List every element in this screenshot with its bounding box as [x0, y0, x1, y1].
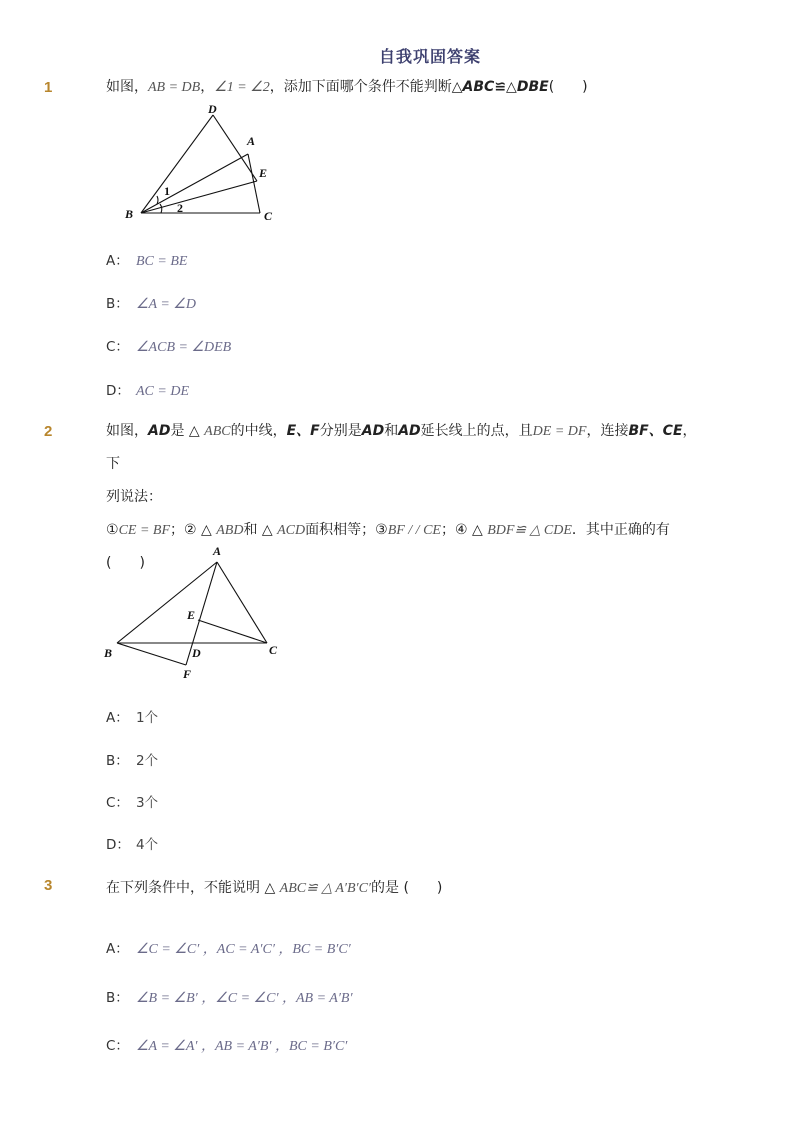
stem-line: ①CE = BF；② △ ABD和 △ ACD面积相等；③BF / / CE；④ △ BDF≌ △ CDE．其中正确的有 — [106, 522, 670, 538]
stem-line: 如图，AD是 △ ABC的中线，E、F分别是AD和AD延长线上的点，且DE = DF，连接BF、CE，下 — [106, 423, 697, 472]
question-number: 1 — [44, 79, 53, 96]
label-c: C — [269, 643, 278, 657]
option-a[interactable]: A： 1个 — [106, 710, 159, 726]
label-b: B — [104, 646, 113, 660]
segment-ec — [198, 620, 267, 643]
option-c[interactable]: C： ∠A = ∠A′ ，AB = A′B′ ，BC = B′C′ — [106, 1038, 348, 1054]
figure-1-triangles — [120, 100, 290, 225]
label-d: D — [208, 102, 217, 116]
label-c: C — [264, 209, 273, 223]
question-number: 2 — [44, 423, 53, 440]
option-c[interactable]: C： ∠ACB = ∠DEB — [106, 339, 232, 355]
label-b: B — [125, 207, 134, 221]
label-f: F — [183, 667, 192, 681]
segment-be — [141, 181, 257, 213]
option-b[interactable]: B： ∠B = ∠B′ ，∠C = ∠C′ ，AB = A′B′ — [106, 990, 353, 1006]
segment-ac — [217, 562, 267, 643]
segment-bd — [141, 115, 213, 213]
segment-de — [213, 115, 257, 181]
angle-arc-2 — [160, 204, 162, 213]
label-a: A — [247, 134, 256, 148]
page-title: 自我巩固答案 — [378, 47, 481, 66]
figure-2-triangle — [100, 540, 290, 685]
question-3-stem: 在下列条件中，不能说明 △ ABC≌ △ A′B′C′的是 ( ) — [106, 880, 443, 896]
label-d: D — [192, 646, 201, 660]
segment-ba — [141, 154, 248, 213]
label-e: E — [259, 166, 268, 180]
stem-line: ( ) — [106, 555, 145, 571]
option-d[interactable]: D： 4个 — [106, 837, 159, 853]
label-angle-2: 2 — [177, 201, 183, 215]
option-c[interactable]: C： 3个 — [106, 795, 159, 811]
option-a[interactable]: A： ∠C = ∠C′ ，AC = A′C′ ，BC = B′C′ — [106, 941, 351, 957]
angle-arc-1 — [157, 196, 158, 204]
question-1-stem: 如图，AB = DB，∠1 = ∠2，添加下面哪个条件不能判断△ABC≌△DBE( ) — [106, 79, 588, 95]
segment-ba — [117, 562, 217, 643]
option-b[interactable]: B： ∠A = ∠D — [106, 296, 196, 312]
option-a[interactable]: A： BC = BE — [106, 253, 188, 269]
option-b[interactable]: B： 2个 — [106, 753, 159, 769]
label-e: E — [187, 608, 196, 622]
option-d[interactable]: D： AC = DE — [106, 383, 189, 399]
label-angle-1: 1 — [164, 184, 170, 198]
stem-line: 列说法： — [106, 489, 162, 505]
segment-bf — [117, 643, 186, 665]
question-number: 3 — [44, 877, 53, 894]
label-a: A — [213, 544, 222, 558]
